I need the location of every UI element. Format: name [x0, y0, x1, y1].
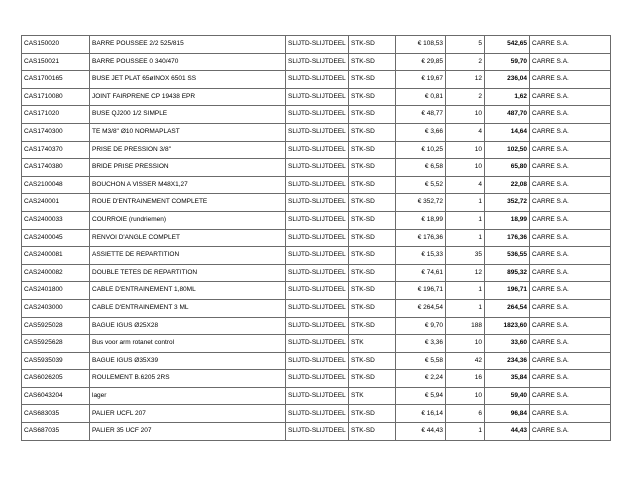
line-total-cell: 1823,60: [485, 317, 530, 335]
supplier-cell: CARRE S.A.: [530, 88, 611, 106]
description-cell: BUSE JET PLAT 65øINOX 6501 SS: [90, 71, 286, 89]
table-row: [22, 423, 611, 441]
unit-cell: STK-SD: [349, 106, 396, 124]
line-total-cell: 102,50: [485, 141, 530, 159]
unit-cell: STK-SD: [349, 282, 396, 300]
table-row: [22, 71, 611, 89]
supplier-cell: CARRE S.A.: [530, 352, 611, 370]
part-code-cell: CAS2401800: [22, 282, 90, 300]
line-total-cell: 176,36: [485, 229, 530, 247]
unit-price-cell: € 264,54: [396, 299, 446, 317]
category-cell: SLIJTD-SLIJTDEEL: [286, 282, 349, 300]
part-code-cell: CAS2400081: [22, 247, 90, 265]
unit-cell: STK-SD: [349, 176, 396, 194]
unit-price-cell: € 74,61: [396, 264, 446, 282]
category-cell: SLIJTD-SLIJTDEEL: [286, 106, 349, 124]
unit-price-cell: € 44,43: [396, 423, 446, 441]
unit-price-cell: € 352,72: [396, 194, 446, 212]
quantity-cell: 12: [446, 264, 485, 282]
unit-price-cell: € 9,70: [396, 317, 446, 335]
part-code-cell: CAS240001: [22, 194, 90, 212]
unit-cell: STK-SD: [349, 194, 396, 212]
part-code-cell: CAS2400082: [22, 264, 90, 282]
description-cell: DOUBLE TETES DE REPARTITION: [90, 264, 286, 282]
description-cell: lager: [90, 387, 286, 405]
unit-price-cell: € 196,71: [396, 282, 446, 300]
supplier-cell: CARRE S.A.: [530, 370, 611, 388]
part-code-cell: CAS1710080: [22, 88, 90, 106]
unit-cell: STK-SD: [349, 299, 396, 317]
description-cell: ROULEMENT B.6205 2RS: [90, 370, 286, 388]
unit-cell: STK-SD: [349, 141, 396, 159]
unit-price-cell: € 3,66: [396, 123, 446, 141]
quantity-cell: 1: [446, 229, 485, 247]
quantity-cell: 1: [446, 194, 485, 212]
description-cell: BRIDE PRISE PRESSION: [90, 159, 286, 177]
description-cell: BARRE POUSSEE 0 340/470: [90, 53, 286, 71]
description-cell: CABLE D'ENTRAINEMENT 1,80ML: [90, 282, 286, 300]
supplier-cell: CARRE S.A.: [530, 299, 611, 317]
unit-cell: STK-SD: [349, 123, 396, 141]
unit-cell: STK-SD: [349, 211, 396, 229]
supplier-cell: CARRE S.A.: [530, 53, 611, 71]
unit-cell: STK-SD: [349, 229, 396, 247]
part-code-cell: CAS2100048: [22, 176, 90, 194]
quantity-cell: 6: [446, 405, 485, 423]
part-code-cell: CAS1740300: [22, 123, 90, 141]
category-cell: SLIJTD-SLIJTDEEL: [286, 211, 349, 229]
supplier-cell: CARRE S.A.: [530, 36, 611, 54]
line-total-cell: 59,40: [485, 387, 530, 405]
quantity-cell: 2: [446, 53, 485, 71]
description-cell: PALIER 35 UCF 207: [90, 423, 286, 441]
category-cell: SLIJTD-SLIJTDEEL: [286, 123, 349, 141]
line-total-cell: 536,55: [485, 247, 530, 265]
table-row: [22, 88, 611, 106]
description-cell: ROUE D'ENTRAINEMENT COMPLETE: [90, 194, 286, 212]
unit-cell: STK-SD: [349, 370, 396, 388]
line-total-cell: 59,70: [485, 53, 530, 71]
line-total-cell: 35,84: [485, 370, 530, 388]
line-total-cell: 22,08: [485, 176, 530, 194]
category-cell: SLIJTD-SLIJTDEEL: [286, 229, 349, 247]
supplier-cell: CARRE S.A.: [530, 211, 611, 229]
description-cell: PALIER UCFL 207: [90, 405, 286, 423]
table-row: [22, 387, 611, 405]
part-code-cell: CAS5925028: [22, 317, 90, 335]
unit-price-cell: € 19,67: [396, 71, 446, 89]
line-total-cell: 236,04: [485, 71, 530, 89]
quantity-cell: 1: [446, 299, 485, 317]
table-row: [22, 264, 611, 282]
quantity-cell: 10: [446, 387, 485, 405]
description-cell: BAGUE IGUS Ø25X28: [90, 317, 286, 335]
description-cell: JOINT FAIRPRENE CP 19438 EPR: [90, 88, 286, 106]
unit-price-cell: € 5,52: [396, 176, 446, 194]
supplier-cell: CARRE S.A.: [530, 106, 611, 124]
table-row: [22, 176, 611, 194]
table-row: [22, 141, 611, 159]
part-code-cell: CAS1740370: [22, 141, 90, 159]
unit-price-cell: € 3,36: [396, 335, 446, 353]
category-cell: SLIJTD-SLIJTDEEL: [286, 71, 349, 89]
part-code-cell: CAS5935039: [22, 352, 90, 370]
category-cell: SLIJTD-SLIJTDEEL: [286, 53, 349, 71]
unit-cell: STK: [349, 335, 396, 353]
quantity-cell: 5: [446, 36, 485, 54]
unit-cell: STK-SD: [349, 53, 396, 71]
supplier-cell: CARRE S.A.: [530, 229, 611, 247]
table-row: [22, 229, 611, 247]
part-code-cell: CAS150021: [22, 53, 90, 71]
category-cell: SLIJTD-SLIJTDEEL: [286, 159, 349, 177]
unit-price-cell: € 18,99: [396, 211, 446, 229]
description-cell: TE M3/8'' Ø10 NORMAPLAST: [90, 123, 286, 141]
category-cell: SLIJTD-SLIJTDEEL: [286, 387, 349, 405]
unit-cell: STK-SD: [349, 317, 396, 335]
line-total-cell: 487,70: [485, 106, 530, 124]
line-total-cell: 65,80: [485, 159, 530, 177]
table-row: [22, 106, 611, 124]
table-row: [22, 36, 611, 54]
part-code-cell: CAS2403000: [22, 299, 90, 317]
table-row: [22, 53, 611, 71]
supplier-cell: CARRE S.A.: [530, 405, 611, 423]
line-total-cell: 18,99: [485, 211, 530, 229]
table-row: [22, 159, 611, 177]
category-cell: SLIJTD-SLIJTDEEL: [286, 299, 349, 317]
description-cell: Bus voor arm rotanet control: [90, 335, 286, 353]
description-cell: COURROIE (rundriemen): [90, 211, 286, 229]
quantity-cell: 188: [446, 317, 485, 335]
part-code-cell: CAS6043204: [22, 387, 90, 405]
description-cell: BAGUE IGUS Ø35X39: [90, 352, 286, 370]
unit-price-cell: € 0,81: [396, 88, 446, 106]
category-cell: SLIJTD-SLIJTDEEL: [286, 176, 349, 194]
description-cell: RENVOI D'ANGLE COMPLET: [90, 229, 286, 247]
unit-price-cell: € 16,14: [396, 405, 446, 423]
line-total-cell: 352,72: [485, 194, 530, 212]
unit-price-cell: € 5,58: [396, 352, 446, 370]
part-code-cell: CAS2400033: [22, 211, 90, 229]
quantity-cell: 12: [446, 71, 485, 89]
unit-price-cell: € 108,53: [396, 36, 446, 54]
supplier-cell: CARRE S.A.: [530, 423, 611, 441]
quantity-cell: 2: [446, 88, 485, 106]
unit-price-cell: € 5,94: [396, 387, 446, 405]
table-row: [22, 335, 611, 353]
description-cell: BUSE QJ200 1/2 SIMPLE: [90, 106, 286, 124]
line-total-cell: 1,62: [485, 88, 530, 106]
part-code-cell: CAS683035: [22, 405, 90, 423]
table-row: [22, 352, 611, 370]
description-cell: ASSIETTE DE REPARTITION: [90, 247, 286, 265]
parts-table: [21, 35, 611, 441]
category-cell: SLIJTD-SLIJTDEEL: [286, 317, 349, 335]
table-row: [22, 299, 611, 317]
quantity-cell: 4: [446, 176, 485, 194]
supplier-cell: CARRE S.A.: [530, 387, 611, 405]
unit-price-cell: € 6,58: [396, 159, 446, 177]
category-cell: SLIJTD-SLIJTDEEL: [286, 423, 349, 441]
category-cell: SLIJTD-SLIJTDEEL: [286, 247, 349, 265]
line-total-cell: 96,84: [485, 405, 530, 423]
supplier-cell: CARRE S.A.: [530, 71, 611, 89]
category-cell: SLIJTD-SLIJTDEEL: [286, 88, 349, 106]
category-cell: SLIJTD-SLIJTDEEL: [286, 405, 349, 423]
description-cell: BOUCHON A VISSER M48X1,27: [90, 176, 286, 194]
unit-cell: STK-SD: [349, 88, 396, 106]
unit-cell: STK-SD: [349, 71, 396, 89]
line-total-cell: 196,71: [485, 282, 530, 300]
category-cell: SLIJTD-SLIJTDEEL: [286, 36, 349, 54]
unit-price-cell: € 176,36: [396, 229, 446, 247]
part-code-cell: CAS171020: [22, 106, 90, 124]
category-cell: SLIJTD-SLIJTDEEL: [286, 264, 349, 282]
supplier-cell: CARRE S.A.: [530, 159, 611, 177]
supplier-cell: CARRE S.A.: [530, 176, 611, 194]
quantity-cell: 10: [446, 141, 485, 159]
category-cell: SLIJTD-SLIJTDEEL: [286, 352, 349, 370]
supplier-cell: CARRE S.A.: [530, 141, 611, 159]
table-row: [22, 194, 611, 212]
line-total-cell: 14,64: [485, 123, 530, 141]
part-code-cell: CAS687035: [22, 423, 90, 441]
part-code-cell: CAS1700165: [22, 71, 90, 89]
supplier-cell: CARRE S.A.: [530, 264, 611, 282]
quantity-cell: 4: [446, 123, 485, 141]
table-row: [22, 211, 611, 229]
line-total-cell: 234,36: [485, 352, 530, 370]
unit-price-cell: € 10,25: [396, 141, 446, 159]
description-cell: PRISE DE PRESSION 3/8'': [90, 141, 286, 159]
unit-cell: STK-SD: [349, 352, 396, 370]
unit-cell: STK-SD: [349, 247, 396, 265]
line-total-cell: 264,54: [485, 299, 530, 317]
category-cell: SLIJTD-SLIJTDEEL: [286, 370, 349, 388]
unit-cell: STK-SD: [349, 159, 396, 177]
unit-cell: STK-SD: [349, 423, 396, 441]
unit-price-cell: € 48,77: [396, 106, 446, 124]
unit-cell: STK-SD: [349, 405, 396, 423]
category-cell: SLIJTD-SLIJTDEEL: [286, 335, 349, 353]
unit-cell: STK-SD: [349, 264, 396, 282]
quantity-cell: 10: [446, 106, 485, 124]
quantity-cell: 1: [446, 282, 485, 300]
supplier-cell: CARRE S.A.: [530, 194, 611, 212]
table-row: [22, 405, 611, 423]
quantity-cell: 10: [446, 159, 485, 177]
quantity-cell: 1: [446, 211, 485, 229]
supplier-cell: CARRE S.A.: [530, 282, 611, 300]
unit-cell: STK-SD: [349, 36, 396, 54]
part-code-cell: CAS150020: [22, 36, 90, 54]
unit-price-cell: € 29,85: [396, 53, 446, 71]
supplier-cell: CARRE S.A.: [530, 317, 611, 335]
description-cell: BARRE POUSSEE 2/2 525/815: [90, 36, 286, 54]
table-row: [22, 247, 611, 265]
description-cell: CABLE D'ENTRAINEMENT 3 ML: [90, 299, 286, 317]
part-code-cell: CAS2400045: [22, 229, 90, 247]
quantity-cell: 42: [446, 352, 485, 370]
parts-table-body: [22, 36, 611, 441]
line-total-cell: 44,43: [485, 423, 530, 441]
quantity-cell: 1: [446, 423, 485, 441]
quantity-cell: 35: [446, 247, 485, 265]
table-row: [22, 282, 611, 300]
table-row: [22, 370, 611, 388]
unit-price-cell: € 2,24: [396, 370, 446, 388]
quantity-cell: 10: [446, 335, 485, 353]
table-row: [22, 317, 611, 335]
line-total-cell: 33,60: [485, 335, 530, 353]
supplier-cell: CARRE S.A.: [530, 247, 611, 265]
part-code-cell: CAS5925628: [22, 335, 90, 353]
supplier-cell: CARRE S.A.: [530, 335, 611, 353]
part-code-cell: CAS1740380: [22, 159, 90, 177]
part-code-cell: CAS6026205: [22, 370, 90, 388]
quantity-cell: 16: [446, 370, 485, 388]
unit-price-cell: € 15,33: [396, 247, 446, 265]
unit-cell: STK: [349, 387, 396, 405]
supplier-cell: CARRE S.A.: [530, 123, 611, 141]
line-total-cell: 542,65: [485, 36, 530, 54]
category-cell: SLIJTD-SLIJTDEEL: [286, 141, 349, 159]
table-row: [22, 123, 611, 141]
category-cell: SLIJTD-SLIJTDEEL: [286, 194, 349, 212]
line-total-cell: 895,32: [485, 264, 530, 282]
